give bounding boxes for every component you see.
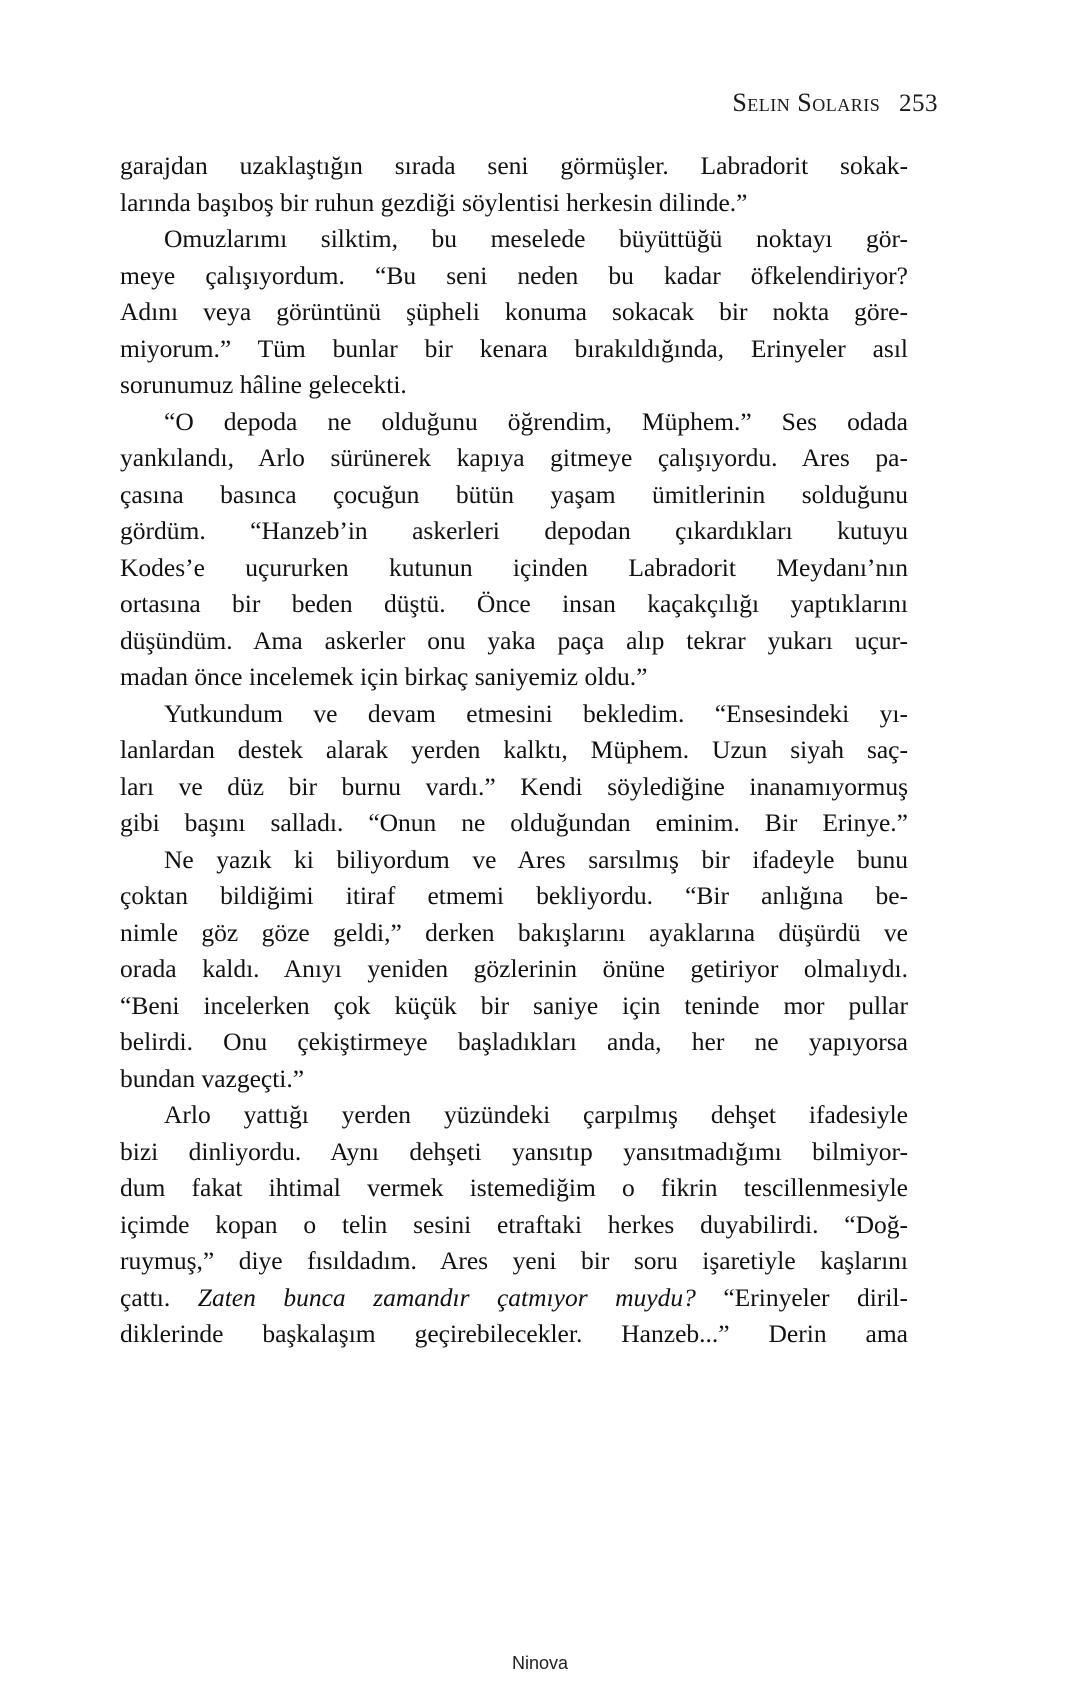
text-line: miyorum.” Tüm bunlar bir kenara bırakıldığında, Erinyeler asıl xyxy=(120,333,908,363)
running-header xyxy=(732,88,938,118)
text-segment: “Erinyeler diril- xyxy=(695,1282,909,1312)
text-line: ruymuş,” diye fısıldadım. Ares yeni bir soru işaretiyle kaşlarını xyxy=(120,1246,908,1275)
body-text xyxy=(120,148,908,1353)
text-line: gördüm. “Hanzeb’in askerleri depodan çıkardıkları kutuyu xyxy=(120,516,908,545)
text-line: nimle göz göze geldi,” derken bakışlarını ayaklarına düşürdü ve xyxy=(120,917,908,947)
text-line: bizi dinliyordu. Aynı dehşeti yansıtıp yansıtmadığımı bilmiyor- xyxy=(120,1136,908,1166)
text-segment: çattı. xyxy=(120,1282,198,1312)
text-line: yankılandı, Arlo sürünerek kapıya gitmeye çalışıyordu. Ares pa- xyxy=(120,443,908,472)
text-line: bundan vazgeçti.” xyxy=(120,1063,305,1093)
text-line: Adını veya görüntünü şüpheli konuma sokacak bir nokta göre- xyxy=(120,297,908,326)
text-line: Omuzlarımı silktim, bu meselede büyüttüğü noktayı gör- xyxy=(164,224,908,253)
text-line: çasına basınca çocuğun bütün yaşam ümitlerinin solduğunu xyxy=(120,479,908,509)
page-number: 253 xyxy=(899,90,938,117)
text-line: “Beni incelerken çok küçük bir saniye için teninde mor pullar xyxy=(120,990,908,1020)
publisher-footer: Ninova xyxy=(511,1653,569,1673)
text-line: çoktan bildiğimi itiraf etmemi bekliyordu. “Bir anlığına be- xyxy=(120,881,908,910)
text-line: orada kaldı. Anıyı yeniden gözlerinin önüne getiriyor olmalıydı. xyxy=(120,954,908,983)
text-line: lanlardan destek alarak yerden kalktı, Müphem. Uzun siyah saç- xyxy=(120,735,908,764)
text-line: Kodes’e uçururken kutunun içinden Labradorit Meydanı’nın xyxy=(120,552,908,582)
text-line: düşündüm. Ama askerler onu yaka paça alıp tekrar yukarı uçur- xyxy=(120,625,908,655)
text-line: meye çalışıyordum. “Bu seni neden bu kadar öfkelendiriyor? xyxy=(120,260,908,290)
text-line: ları ve düz bir burnu vardı.” Kendi söylediğine inanamıyormuş xyxy=(120,771,908,801)
text-line: içimde kopan o telin sesini etraftaki herkes duyabilirdi. “Doğ- xyxy=(120,1209,908,1239)
text-line xyxy=(120,1280,908,1317)
text-line: dum fakat ihtimal vermek istemediğim o fikrin tescillenmesiyle xyxy=(120,1173,908,1202)
text-line: ortasına bir beden düştü. Önce insan kaçakçılığı yaptıklarını xyxy=(120,589,908,618)
text-line: diklerinde başkalaşım geçirebilecekler. Hanzeb...” Derin ama xyxy=(120,1319,908,1348)
text-line: gibi başını salladı. “Onun ne olduğundan eminim. Bir Erinye.” xyxy=(120,808,908,837)
text-line: “O depoda ne olduğunu öğrendim, Müphem.” Ses odada xyxy=(164,406,908,436)
text-line: madan önce incelemek için birkaç saniyemiz oldu.” xyxy=(120,662,648,691)
text-line: larında başıboş bir ruhun gezdiği söylentisi herkesin dilinde.” xyxy=(120,187,748,217)
text-line: garajdan uzaklaştığın sırada seni görmüşler. Labradorit sokak- xyxy=(120,151,908,180)
book-title: Selin Solaris xyxy=(732,88,881,117)
text-line: sorunumuz hâline gelecekti. xyxy=(120,370,407,399)
text-line: Ne yazık ki biliyordum ve Ares sarsılmış bir ifadeyle bunu xyxy=(164,844,908,874)
italic-thought: Zaten bunca zamandır çatmıyor muydu? xyxy=(197,1282,696,1312)
text-line: Arlo yattığı yerden yüzündeki çarpılmış dehşet ifadesiyle xyxy=(164,1100,908,1129)
text-line: belirdi. Onu çekiştirmeye başladıkları anda, her ne yapıyorsa xyxy=(120,1027,908,1056)
text-line: Yutkundum ve devam etmesini bekledim. “Ensesindeki yı- xyxy=(164,698,908,728)
